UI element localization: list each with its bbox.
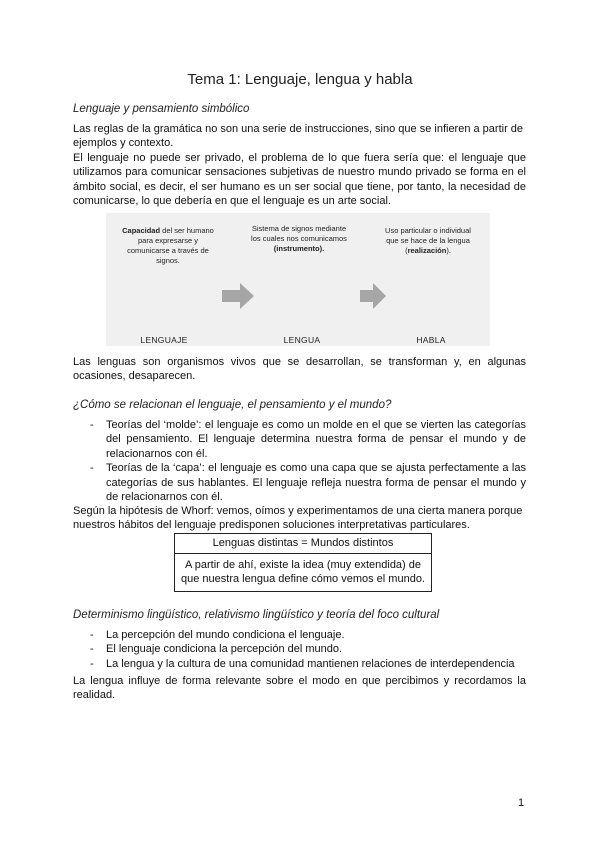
section-heading-3: Determinismo lingüístico, relativismo lingüístico y teoría del foco cultural <box>73 609 440 621</box>
diagram-label-lengua: LENGUA <box>283 335 321 345</box>
list-item <box>73 418 526 461</box>
section-heading-2: ¿Cómo se relacionan el lenguaje, el pensamiento y el mundo? <box>73 399 392 411</box>
lenguas-mundos-box <box>174 533 432 592</box>
diagram-bold-capacidad: Capacidad <box>122 226 161 235</box>
section-heading-1: Lenguaje y pensamiento simbólico <box>73 103 250 115</box>
diagram-label-lenguaje: LENGUAJE <box>140 335 188 345</box>
theories-list <box>73 418 526 504</box>
box-heading: Lenguas distintas = Mundos distintos <box>175 534 431 554</box>
list-item-text: La percepción del mundo condiciona el lenguaje. <box>106 629 345 641</box>
dash-marker: - <box>90 462 94 475</box>
list-item <box>73 461 526 504</box>
list-item <box>73 642 526 656</box>
paragraph-lenguas-vivas: Las lenguas son organismos vivos que se desarrollan, se transforman y, en algunas ocasiones, desaparecen. <box>73 356 526 383</box>
diagram-desc-lenguaje: del ser humano para expresarse y comunicarse a través de signos. <box>127 226 214 265</box>
diagram-text-lengua <box>249 224 349 254</box>
list-item-text: Teorías de la ‘capa’: el lenguaje es como una capa que se ajusta perfectamente a las categorías de sus hablantes. El lenguaje refleja nuestra forma de pensar el mundo y de relacionarnos con él. <box>106 462 526 504</box>
paragraph-lenguaje-privado: El lenguaje no puede ser privado, el problema de lo que fuera sería que: el lenguaje que utilizamos para comunicar sensaciones subjetivas de nuestro mundo privado se forma en el ámbito social, es decir, el ser humano es un ser social que tiene, por tanto, la necesidad de comunicarse, lo que debería en que el lenguaje es un arte social. <box>73 152 526 208</box>
diagram-label-habla: HABLA <box>416 335 446 345</box>
dash-marker: - <box>90 657 94 670</box>
arrow-right-icon <box>222 283 254 309</box>
list-item-text: Teorías del ‘molde’: el lenguaje es como un molde en el que se vierten las categorías del pensamiento. El lenguaje determina nuestra forma de pensar el mundo y de relacionarnos con él. <box>106 419 526 460</box>
determinismo-list <box>73 628 526 671</box>
list-item-text: El lenguaje condiciona la percepción del mundo. <box>106 643 343 656</box>
diagram-bold-instrumento: (instrumento). <box>273 244 325 253</box>
diagram-text-lenguaje <box>118 226 218 266</box>
lenguaje-lengua-habla-diagram <box>106 213 490 346</box>
diagram-bold-realizacion: realización <box>407 246 447 255</box>
dash-marker: - <box>90 643 94 656</box>
diagram-text-habla <box>378 226 478 256</box>
paragraph-closing: La lengua influye de forma relevante sobre el modo en que percibimos y recordamos la realidad. <box>73 675 526 702</box>
list-item <box>73 628 526 642</box>
paragraph-whorf: Según la hipótesis de Whorf: vemos, oímos y experimentamos de una cierta manera porque nuestros hábitos del lenguaje predisponen soluciones interpretativas particulares. <box>73 505 523 532</box>
list-item <box>73 657 526 671</box>
diagram-desc-lengua: Sistema de signos mediante los cuales nos comunicamos <box>251 224 347 243</box>
page-title: Tema 1: Lenguaje, lengua y habla <box>187 71 413 88</box>
box-body: A partir de ahí, existe la idea (muy extendida) de que nuestra lengua define cómo vemos el mundo. <box>181 559 425 586</box>
arrow-right-icon <box>360 283 386 309</box>
list-item-text: La lengua y la cultura de una comunidad mantienen relaciones de interdependencia <box>106 657 515 670</box>
dash-marker: - <box>90 419 94 431</box>
page-number: 1 <box>518 797 525 809</box>
dash-marker: - <box>90 629 94 641</box>
diagram-desc-habla-tail: ). <box>446 246 451 255</box>
diagram-desc-habla: Uso particular o individual que se hace de la lengua ( <box>385 226 471 255</box>
paragraph-gramatica: Las reglas de la gramática no son una serie de instrucciones, sino que se infieren a partir de ejemplos y contexto. <box>73 123 524 150</box>
